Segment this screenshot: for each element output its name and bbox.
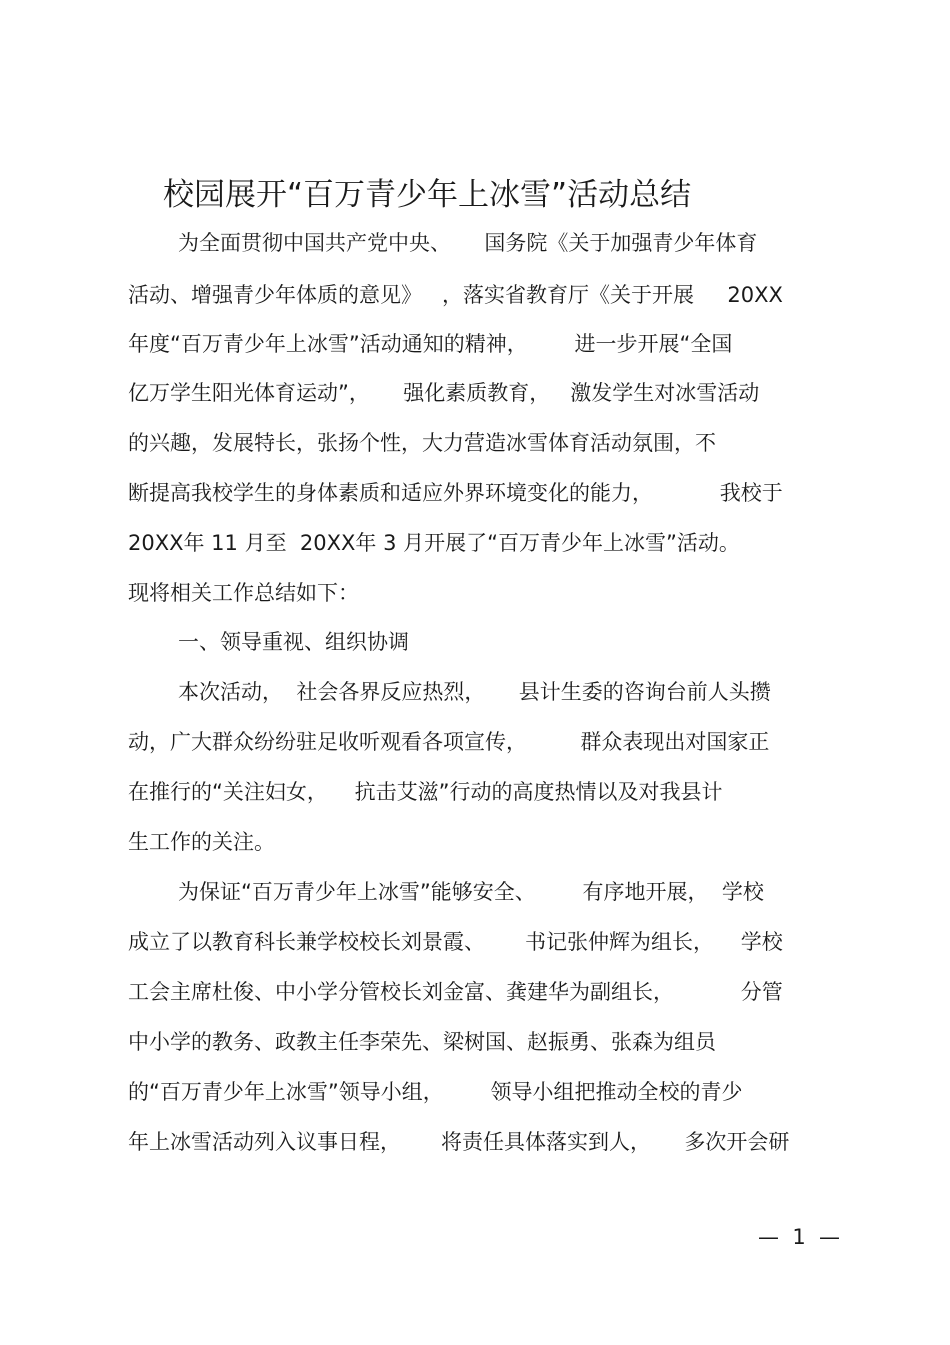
paragraph-3-line-3: 工会主席杜俊、中小学分管校长刘金富、龚建华为副组长， 分管: [128, 980, 783, 1004]
paragraph-2-line-1: 本次活动， 社会各界反应热烈， 县计生委的咨询台前人头攒: [178, 680, 771, 704]
paragraph-2-line-2: 动，广大群众纷纷驻足收听观看各项宣传， 群众表现出对国家正: [128, 730, 770, 754]
paragraph-2-line-3: 在推行的“关注妇女， 抗击艾滋”行动的高度热情以及对我县计: [128, 780, 723, 804]
paragraph-1-line-3: 年度“百万青少年上冰雪”活动通知的精神， 进一步开展“全国: [128, 332, 733, 356]
paragraph-1-line-7: 20XX年 11 月至 20XX年 3 月开展了“百万青少年上冰雪”活动。: [128, 531, 740, 555]
paragraph-1-line-1: 为全面贯彻中国共产党中央、 国务院《关于加强青少年体育: [178, 231, 758, 255]
paragraph-2-line-4: 生工作的关注。: [128, 830, 275, 854]
paragraph-1-line-5: 的兴趣，发展特长，张扬个性，大力营造冰雪体育活动氛围，不: [128, 431, 716, 455]
paragraph-1-line-2: 活动、增强青少年体质的意见》 ，落实省教育厅《关于开展 20XX: [128, 283, 783, 307]
paragraph-1-line-4: 亿万学生阳光体育运动”， 强化素质教育， 激发学生对冰雪活动: [128, 381, 760, 405]
paragraph-3-line-5: 的“百万青少年上冰雪”领导小组， 领导小组把推动全校的青少: [128, 1080, 743, 1104]
paragraph-1-line-6: 断提高我校学生的身体素质和适应外界环境变化的能力， 我校于: [128, 481, 783, 505]
page-number: — 1 —: [758, 1225, 841, 1249]
section-heading-1: 一、领导重视、组织协调: [178, 630, 409, 654]
paragraph-1-line-8: 现将相关工作总结如下：: [128, 581, 359, 605]
paragraph-3-line-4: 中小学的教务、政教主任李荣先、梁树国、赵振勇、张森为组员: [128, 1030, 716, 1054]
paragraph-3-line-1: 为保证“百万青少年上冰雪”能够安全、 有序地开展， 学校: [178, 880, 764, 904]
paragraph-3-line-2: 成立了以教育科长兼学校校长刘景霞、 书记张仲辉为组长， 学校: [128, 930, 783, 954]
document-title: 校园展开“百万青少年上冰雪”活动总结: [163, 177, 692, 213]
paragraph-3-line-6: 年上冰雪活动列入议事日程， 将责任具体落实到人， 多次开会研: [128, 1130, 790, 1154]
